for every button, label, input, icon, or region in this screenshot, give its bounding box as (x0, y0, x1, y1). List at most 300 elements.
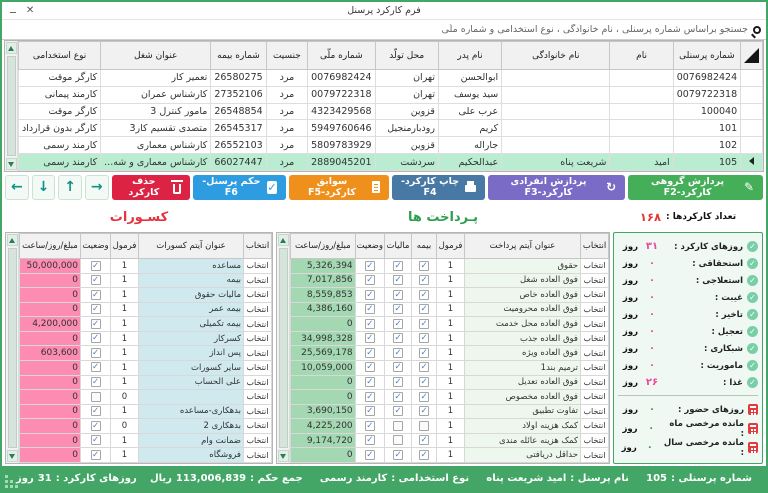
col-header: وضعیت (81, 234, 111, 259)
work-stat-label: تعجیل : (711, 326, 743, 337)
formula-cell: 1 (111, 302, 139, 317)
select-link[interactable]: انتخاب (244, 302, 272, 317)
deduction-item-name: مالیات حقوق (139, 288, 244, 303)
payment-item-name: حقوق (465, 259, 581, 274)
insurance-checkbox[interactable] (412, 273, 437, 288)
select-link[interactable]: انتخاب (581, 288, 609, 303)
tax-checkbox[interactable] (385, 390, 412, 405)
cell-personnel-no: 100040 (673, 103, 740, 120)
checkbox-icon (365, 290, 375, 300)
cell-insurance-no: 26548854 (211, 103, 266, 120)
cell-national-id: 4323429568 (308, 103, 375, 120)
status-item (642, 473, 752, 484)
payment-item-name: فوق العاده شغل (465, 273, 581, 288)
payment-amount: 7,017,856 (291, 273, 356, 288)
deduction-item-name: بیمه (139, 273, 244, 288)
status-checkbox[interactable] (355, 317, 384, 332)
insurance-checkbox[interactable] (412, 433, 437, 448)
checkbox-icon (91, 275, 101, 285)
checkbox-icon (419, 348, 429, 358)
checkbox-icon (393, 275, 403, 285)
formula-cell: 1 (437, 302, 465, 317)
select-link[interactable]: انتخاب (581, 346, 609, 361)
deduction-amount: 0 (20, 302, 81, 317)
deduction-item-name: پس انداز (139, 346, 244, 361)
deduction-amount: 0 (20, 404, 81, 419)
personnel-row[interactable] (19, 154, 763, 171)
cell-employment: کارگر موقت (19, 70, 101, 87)
insurance-checkbox[interactable] (412, 390, 437, 405)
work-stat-row (618, 357, 758, 374)
status-checkbox[interactable] (81, 375, 111, 390)
cell-insurance-no: 27352106 (211, 86, 266, 103)
select-link[interactable]: انتخاب (581, 259, 609, 274)
deduction-amount: 0 (20, 331, 81, 346)
col-header: انتخاب (244, 234, 272, 259)
status-label: نوع استخدامی : (391, 473, 470, 484)
personnel-scrollbar[interactable] (5, 41, 18, 171)
payment-item-name: حداقل دریافتی (465, 448, 581, 463)
cell-employment: کارمند رسمی (19, 154, 101, 171)
cell-job: مامور کنترل 3 (101, 103, 211, 120)
tax-checkbox[interactable] (385, 433, 412, 448)
deduction-row (20, 390, 272, 405)
status-checkbox[interactable] (81, 273, 111, 288)
status-checkbox[interactable] (81, 302, 111, 317)
status-checkbox[interactable] (81, 288, 111, 303)
payment-row (291, 331, 609, 346)
scroll-down-icon[interactable] (6, 158, 17, 170)
insurance-checkbox[interactable] (412, 317, 437, 332)
tax-checkbox[interactable] (385, 448, 412, 463)
row-header-cell (741, 103, 763, 120)
search-bar (2, 19, 766, 40)
deduction-item-name: کسرکار (139, 331, 244, 346)
cell-insurance-no: 26580275 (211, 70, 266, 87)
checkbox-icon (365, 435, 375, 445)
cell-gender: مرد (266, 86, 307, 103)
work-stat-row (618, 238, 758, 255)
payment-item-name: ترمیم بند1 (465, 360, 581, 375)
work-stat-label: تاخیر : (715, 309, 743, 320)
print-button[interactable]: چاپ کارکرد-F4 (392, 175, 485, 200)
cell-name (610, 103, 673, 120)
status-checkbox[interactable] (81, 331, 111, 346)
work-stat-label: ماموریت : (700, 360, 743, 371)
col-header: فرمول (111, 234, 139, 259)
formula-cell: 1 (437, 288, 465, 303)
refresh-icon: ↻ (606, 180, 617, 194)
calc-stat-row (618, 419, 758, 438)
calc-stat-value: ۰ (648, 404, 656, 415)
deduction-item-name: بدهکاری-مساعده (139, 404, 244, 419)
tax-checkbox[interactable] (385, 273, 412, 288)
work-stat-value: ۰ (648, 343, 656, 354)
status-checkbox[interactable] (355, 331, 384, 346)
cell-national-id: 0079722318 (308, 86, 375, 103)
work-stat-label: استعلاجی : (695, 275, 743, 286)
formula-cell: 1 (111, 288, 139, 303)
select-link[interactable]: انتخاب (244, 433, 272, 448)
cell-employment: کارگر بدون قرارداد (19, 120, 101, 137)
insurance-checkbox[interactable] (412, 419, 437, 434)
status-checkbox[interactable] (81, 317, 111, 332)
work-stat-label: روزهای کارکرد : (674, 241, 743, 252)
select-link[interactable]: انتخاب (244, 273, 272, 288)
insurance-checkbox[interactable] (412, 375, 437, 390)
status-item (316, 473, 469, 484)
personnel-row[interactable] (19, 70, 763, 87)
payment-item-name: فوق العاده محرومیت (465, 302, 581, 317)
insurance-checkbox[interactable] (412, 346, 437, 361)
payment-item-name: تفاوت تطبیق (465, 404, 581, 419)
payment-row (291, 419, 609, 434)
formula-cell: 1 (437, 448, 465, 463)
status-checkbox[interactable] (81, 448, 111, 463)
cell-father: کریم (438, 120, 501, 137)
formula-cell: 1 (437, 390, 465, 405)
payment-amount: 5,326,394 (291, 259, 356, 274)
checkbox-icon (419, 392, 429, 402)
checkbox-icon (419, 421, 429, 431)
select-link[interactable]: انتخاب (581, 331, 609, 346)
formula-cell: 1 (111, 317, 139, 332)
col-header: شماره بیمه (211, 42, 266, 70)
history-button[interactable]: سوابق کارکرد-F5 (289, 175, 389, 200)
row-header-cell (741, 120, 763, 137)
formula-cell: 1 (111, 331, 139, 346)
select-link[interactable]: انتخاب (581, 404, 609, 419)
cell-name (610, 137, 673, 154)
check-circle-icon (747, 377, 758, 388)
record-nav-button[interactable] (32, 175, 56, 200)
col-header: نوع استخدامی (19, 42, 101, 70)
col-header: بیمه (412, 234, 437, 259)
status-value: 31 (37, 473, 52, 484)
status-checkbox[interactable] (355, 259, 384, 274)
status-checkbox[interactable] (81, 346, 111, 361)
personnel-row[interactable] (19, 86, 763, 103)
cell-family (502, 137, 610, 154)
insurance-checkbox[interactable] (412, 360, 437, 375)
select-link[interactable]: انتخاب (581, 419, 609, 434)
select-link[interactable]: انتخاب (244, 375, 272, 390)
select-all-corner[interactable] (741, 42, 763, 70)
checkbox-icon (365, 406, 375, 416)
select-link[interactable]: انتخاب (244, 390, 272, 405)
deduction-item-name: فروشگاه (139, 448, 244, 463)
cell-national-id: 2889045201 (308, 154, 375, 171)
calc-stat-label: مانده مرخصی سال : (663, 437, 744, 458)
checkbox-icon (419, 261, 429, 271)
status-checkbox[interactable] (81, 404, 111, 419)
section-header-row (2, 202, 766, 232)
deduction-amount: 0 (20, 375, 81, 390)
window-controls (10, 3, 34, 18)
select-link[interactable]: انتخاب (581, 375, 609, 390)
col-header: فرمول (437, 234, 465, 259)
select-link[interactable]: انتخاب (581, 390, 609, 405)
tax-checkbox[interactable] (385, 331, 412, 346)
work-stat-label: غذا : (723, 377, 743, 388)
cell-personnel-no: 105 (673, 154, 740, 171)
scroll-thumb[interactable] (279, 248, 288, 448)
personnel-grid (4, 40, 764, 172)
status-checkbox[interactable] (81, 419, 111, 434)
status-checkbox[interactable] (81, 259, 111, 274)
status-checkbox[interactable] (355, 404, 384, 419)
row-header-cell (741, 86, 763, 103)
payment-row (291, 317, 609, 332)
cell-name (610, 120, 673, 137)
deduction-row (20, 360, 272, 375)
cell-birthplace: تهران (375, 86, 438, 103)
deduction-row (20, 448, 272, 463)
personnel-decree-button[interactable]: ✓ حکم پرسنل-F6 (193, 175, 286, 200)
checkbox-icon (393, 290, 403, 300)
status-checkbox[interactable] (355, 419, 384, 434)
checkbox-icon (393, 348, 403, 358)
status-checkbox[interactable] (355, 302, 384, 317)
minimize-icon[interactable]: ــ (10, 5, 16, 16)
tax-checkbox[interactable] (385, 302, 412, 317)
col-header: عنوان شغل (101, 42, 211, 70)
insurance-checkbox[interactable] (412, 331, 437, 346)
select-link[interactable]: انتخاب (581, 433, 609, 448)
insurance-checkbox[interactable] (412, 448, 437, 463)
deductions-grid (5, 232, 273, 464)
status-checkbox[interactable] (355, 346, 384, 361)
payment-amount: 3,690,150 (291, 404, 356, 419)
payment-item-name: فوق العاده خاص (465, 288, 581, 303)
cell-personnel-no: 101 (673, 120, 740, 137)
checkbox-icon (419, 362, 429, 372)
scroll-up-icon[interactable] (278, 234, 289, 246)
status-checkbox[interactable] (81, 390, 111, 405)
work-stat-row (618, 323, 758, 340)
status-checkbox[interactable] (355, 390, 384, 405)
select-link[interactable]: انتخاب (244, 317, 272, 332)
work-stat-unit: روز (622, 292, 638, 303)
scroll-thumb[interactable] (7, 56, 16, 156)
status-checkbox[interactable] (355, 448, 384, 463)
calc-stat-value: ۰ (646, 442, 653, 453)
deductions-scrollbar[interactable] (6, 233, 19, 463)
select-link[interactable]: انتخاب (244, 288, 272, 303)
personnel-row[interactable] (19, 120, 763, 137)
formula-cell: 0 (111, 390, 139, 405)
personnel-row[interactable] (19, 103, 763, 120)
title-bar (2, 2, 766, 19)
tax-checkbox[interactable] (385, 360, 412, 375)
corner-triangle-icon (744, 48, 759, 63)
personnel-row[interactable] (19, 137, 763, 154)
tax-checkbox[interactable] (385, 259, 412, 274)
work-stat-value: ۰ (648, 309, 656, 320)
select-link[interactable]: انتخاب (244, 331, 272, 346)
insurance-checkbox[interactable] (412, 302, 437, 317)
cell-birthplace: سردشت (375, 154, 438, 171)
trash-icon (173, 184, 181, 194)
formula-cell: 1 (437, 404, 465, 419)
calc-stat-unit: روز (622, 423, 638, 434)
cell-job: متصدی تقسیم کار3 (101, 120, 211, 137)
deduction-item-name: سایر کسورات (139, 360, 244, 375)
scroll-up-icon[interactable] (6, 42, 17, 54)
check-circle-icon (747, 292, 758, 303)
cell-personnel-no: 102 (673, 137, 740, 154)
checkbox-icon (365, 261, 375, 271)
payment-item-name: فوق العاده مخصوص (465, 390, 581, 405)
tax-checkbox[interactable] (385, 419, 412, 434)
cell-father: عبدالحکیم (438, 154, 501, 171)
payment-row (291, 302, 609, 317)
calculator-icon (748, 404, 758, 415)
payments-grid (276, 232, 610, 464)
status-value: کارمند رسمی (319, 473, 388, 484)
formula-cell: 1 (111, 360, 139, 375)
calc-stat-label: مانده مرخصی ماه : (669, 418, 744, 439)
cell-family (502, 103, 610, 120)
deduction-item-name: بیمه عمر (139, 302, 244, 317)
payment-row (291, 346, 609, 361)
col-header: مالیات (385, 234, 412, 259)
checkbox-icon (419, 275, 429, 285)
select-link[interactable]: انتخاب (244, 360, 272, 375)
status-value: 113,006,839 (175, 473, 247, 484)
checkbox-icon (365, 348, 375, 358)
checkbox-icon (393, 362, 403, 372)
checkbox-icon (393, 319, 403, 329)
delete-record-button[interactable]: حذف کارکرد (112, 175, 190, 200)
calculator-icon (748, 442, 758, 453)
col-header: نام (610, 42, 673, 70)
select-link[interactable]: انتخاب (581, 317, 609, 332)
scroll-up-icon[interactable] (7, 234, 18, 246)
status-checkbox[interactable] (355, 288, 384, 303)
checkbox-icon (393, 406, 403, 416)
deduction-row (20, 375, 272, 390)
scroll-down-icon[interactable] (7, 450, 18, 462)
formula-cell: 1 (111, 404, 139, 419)
deductions-header-row (20, 234, 272, 259)
formula-cell: 1 (111, 375, 139, 390)
insurance-checkbox[interactable] (412, 288, 437, 303)
scroll-down-icon[interactable] (278, 450, 289, 462)
formula-cell: 1 (437, 346, 465, 361)
deduction-amount: 0 (20, 448, 81, 463)
check-circle-icon (747, 241, 758, 252)
formula-cell: 1 (437, 273, 465, 288)
insurance-checkbox[interactable] (412, 404, 437, 419)
group-process-button[interactable]: ✎ پردازش گروهی کارکرد-F2 (628, 175, 763, 200)
record-nav-button[interactable] (58, 175, 82, 200)
select-link[interactable]: انتخاب (581, 273, 609, 288)
deduction-row (20, 419, 272, 434)
checkbox-icon (419, 304, 429, 314)
record-nav-button[interactable] (5, 175, 29, 200)
deduction-row (20, 404, 272, 419)
tax-checkbox[interactable] (385, 404, 412, 419)
formula-cell: 1 (437, 259, 465, 274)
payment-row (291, 273, 609, 288)
row-header-cell (741, 154, 763, 171)
col-header: نام پدر (438, 42, 501, 70)
deduction-item-name (139, 390, 244, 405)
status-checkbox[interactable] (355, 433, 384, 448)
select-link[interactable]: انتخاب (244, 346, 272, 361)
record-nav-button[interactable] (85, 175, 109, 200)
checkbox-icon (365, 450, 375, 460)
row-header-cell (741, 137, 763, 154)
deduction-row (20, 346, 272, 361)
col-header: مبلغ/روز/ساعت (20, 234, 81, 259)
tax-checkbox[interactable] (385, 375, 412, 390)
select-link[interactable]: انتخاب (581, 302, 609, 317)
work-stat-unit: روز (622, 309, 638, 320)
work-stat-value: ۰ (648, 258, 656, 269)
tax-checkbox[interactable] (385, 317, 412, 332)
scroll-thumb[interactable] (8, 248, 17, 448)
resize-grip-icon[interactable] (5, 485, 8, 488)
status-checkbox[interactable] (355, 360, 384, 375)
cell-father: سید یوسف (438, 86, 501, 103)
tax-checkbox[interactable] (385, 288, 412, 303)
work-stat-label: استحقاقی : (692, 258, 743, 269)
cell-family (502, 70, 610, 87)
select-link[interactable]: انتخاب (244, 419, 272, 434)
cell-job: کارشناس معماری و شه... (101, 154, 211, 171)
tax-checkbox[interactable] (385, 346, 412, 361)
status-checkbox[interactable] (355, 375, 384, 390)
formula-cell: 1 (111, 273, 139, 288)
checkbox-icon (91, 348, 101, 358)
payment-row (291, 404, 609, 419)
status-checkbox[interactable] (81, 433, 111, 448)
record-count: تعداد کارکردها : ۱۶۸ (639, 210, 737, 224)
select-link[interactable]: انتخاب (244, 448, 272, 463)
work-stat-value: ۰ (648, 292, 656, 303)
calculator-icon (748, 423, 758, 434)
col-header: عنوان آیتم کسورات (139, 234, 244, 259)
col-header: نام خانوادگی (502, 42, 610, 70)
select-link[interactable]: انتخاب (244, 404, 272, 419)
formula-cell: 1 (111, 259, 139, 274)
select-link[interactable]: انتخاب (581, 360, 609, 375)
pencil-icon: ✎ (743, 180, 754, 194)
individual-process-button[interactable]: ↻ پردازش انفرادی کارکرد-F3 (488, 175, 625, 200)
cell-employment: کارگر موقت (19, 103, 101, 120)
col-header: جنسیت (266, 42, 307, 70)
payments-scrollbar[interactable] (277, 233, 290, 463)
search-input[interactable] (7, 24, 748, 35)
formula-cell: 1 (437, 433, 465, 448)
deductions-table (19, 233, 272, 463)
insurance-checkbox[interactable] (412, 259, 437, 274)
cell-employment: کارمند پیمانی (19, 86, 101, 103)
select-link[interactable]: انتخاب (244, 259, 272, 274)
cell-birthplace: قزوین (375, 137, 438, 154)
status-checkbox[interactable] (355, 273, 384, 288)
payment-amount: 4,225,200 (291, 419, 356, 434)
calc-stat-unit: روز (621, 442, 637, 453)
calc-stat-row (618, 400, 758, 419)
status-checkbox[interactable] (81, 360, 111, 375)
select-link[interactable]: انتخاب (581, 448, 609, 463)
close-icon[interactable]: ✕ (25, 5, 35, 16)
deduction-item-name: بیمه تکمیلی (139, 317, 244, 332)
cell-insurance-no: 26545317 (211, 120, 266, 137)
